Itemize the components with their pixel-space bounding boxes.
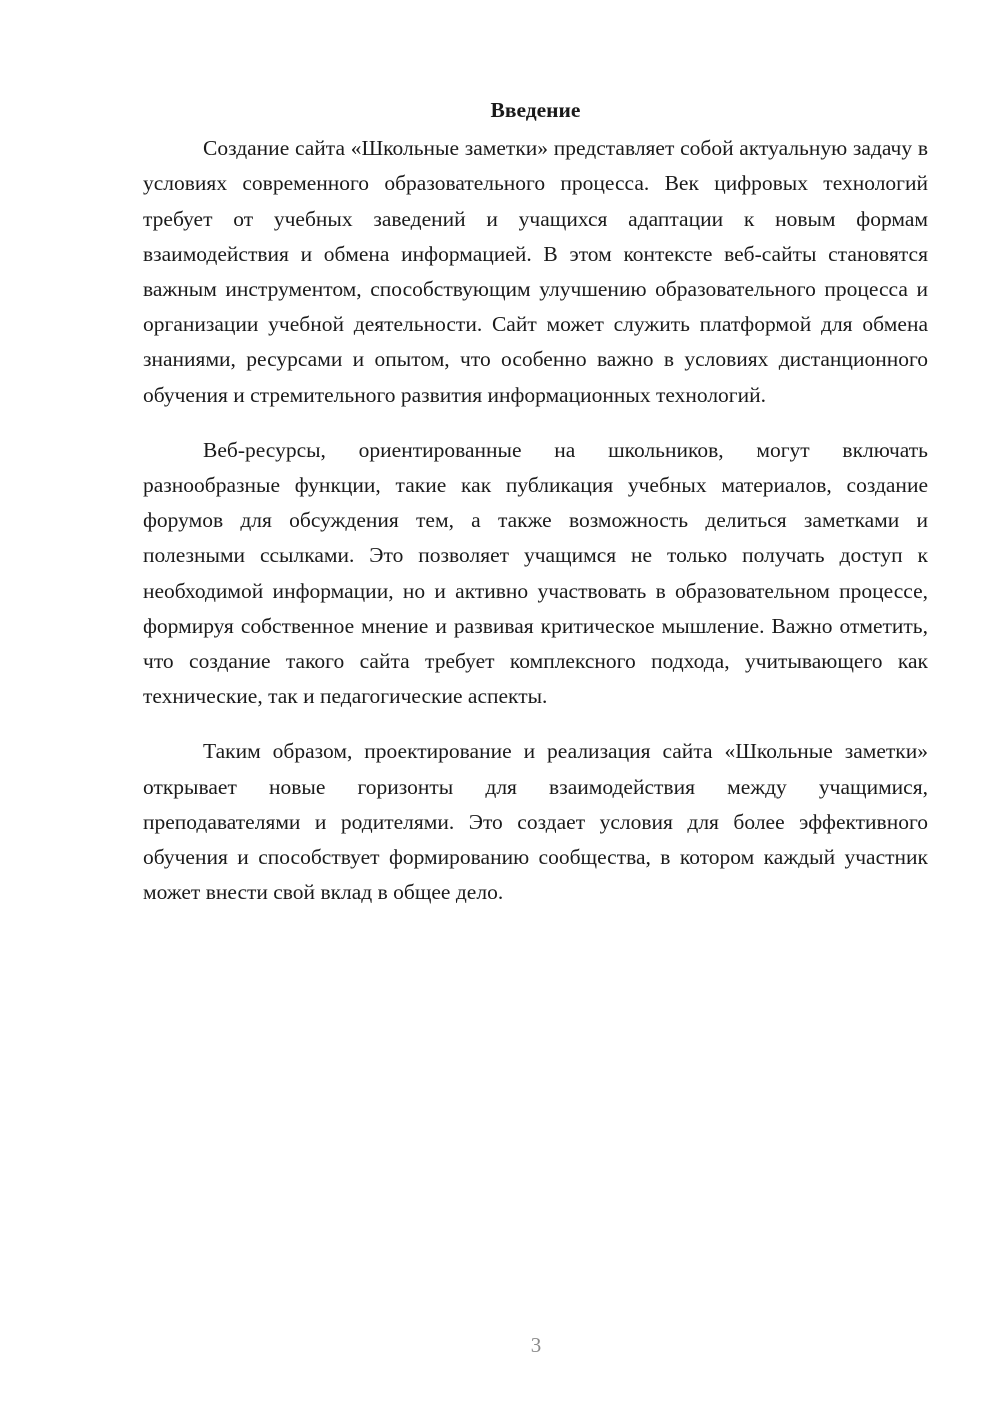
page-number: 3: [530, 1333, 542, 1357]
paragraph-2: Веб-ресурсы, ориентированные на школьников, могут включать разнообразные функции, такие как публикация учебных материалов, создание форумов для обсуждения тем, а также возможность делиться заметками и полезными ссылками. Это позволяет учащимся не только получать доступ к необходимой информации, но и активно участвовать в образовательном процессе, формируя собственное мнение и развивая критическое мышление. Важно отметить, что создание такого сайта требует комплексного подхода, учитывающего как технические, так и педагогические аспекты.: [143, 437, 928, 709]
section-title: Введение: [490, 98, 581, 122]
paragraph-1: Создание сайта «Школьные заметки» представляет собой актуальную задачу в условиях современного образовательного процесса. Век цифровых технологий требует от учебных заведений и учащихся адаптации к новым формам взаимодействия и обмена информацией. В этом контексте веб-сайты становятся важным инструментом, способствующим улучшению образовательного процесса и организации учебной деятельности. Сайт может служить платформой для обмена знаниями, ресурсами и опытом, что особенно важно в условиях дистанционного обучения и стремительного развития информационных технологий.: [143, 136, 928, 407]
document-body: [143, 93, 928, 930]
paragraph-3: Таким образом, проектирование и реализация сайта «Школьные заметки» открывает новые горизонты для взаимодействия между учащимися, преподавателями и родителями. Это создает условия для более эффективного обучения и способствует формированию сообщества, в котором каждый участник может внести свой вклад в общее дело.: [143, 739, 928, 905]
